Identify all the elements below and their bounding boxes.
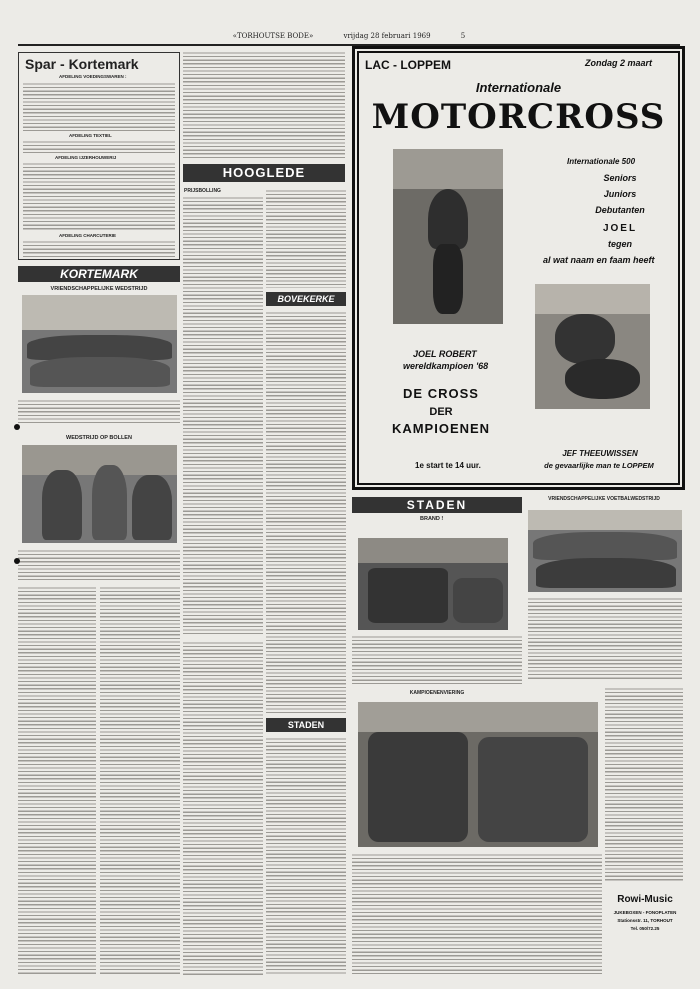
hooglede-text-right: [266, 188, 346, 288]
rowi-music-line2: Stationsstr. 11, TORHOUT: [617, 918, 673, 923]
motorcross-jef-sub: de gevaarlijke man te LOPPEM: [544, 461, 654, 470]
motorcross-cross2: DER: [429, 406, 453, 418]
class-seniors: Seniors: [603, 173, 637, 183]
banquet-photo: [358, 702, 598, 847]
motorcross-date: Zondag 2 maart: [585, 58, 653, 68]
spar-ijzer-list: [23, 161, 175, 231]
rowi-music-line3: Tel. 050/72.25: [630, 926, 660, 931]
staden-fire-text: [352, 634, 522, 684]
left-column-text-2: [100, 585, 180, 975]
middle-bottom-text: [183, 640, 263, 976]
masthead: [18, 32, 680, 46]
right-column-text: [605, 686, 683, 881]
spar-subtitle: AFDELING VOEDINGSWAREN :: [59, 74, 127, 79]
motorcross-cross3: KAMPIOENEN: [391, 421, 491, 436]
staden-header: STADEN: [352, 497, 522, 513]
motorcross-names: al wat naam en faam heeft: [543, 255, 655, 265]
motorcross-start: 1e start te 14 uur.: [415, 461, 481, 470]
masthead-paper: «TORHOUTSE BODE»: [232, 32, 314, 40]
motorcross-robert: JOEL ROBERT: [413, 349, 477, 359]
bowling-photo: [22, 445, 177, 543]
motorcross-intl: Internationale: [475, 80, 562, 95]
fire-photo: [358, 538, 508, 630]
kortemark-team-photo: [22, 295, 177, 393]
rowi-music-ad: [605, 890, 685, 950]
middle-top-text: [183, 50, 345, 158]
motorcross-joel: JOEL: [602, 223, 638, 234]
spar-textiel-list: [23, 139, 175, 153]
staden-subtitle: VRIENDSCHAPPELIJKE VOETBALWEDSTRIJD: [548, 496, 660, 502]
staden-small-text: [266, 736, 346, 976]
spar-title: Spar - Kortemark: [25, 56, 139, 72]
motorcross-jef: JEF THEEUWISSEN: [562, 449, 638, 458]
class-juniors: Juniors: [603, 189, 637, 199]
class-debutanten: Debutanten: [595, 205, 645, 215]
rowi-music-name: Rowi-Music: [617, 894, 673, 905]
kortemark-photo2-caption: WEDSTRIJD OP BOLLEN: [66, 435, 132, 441]
spar-charcuterie-list: [23, 239, 175, 257]
rider-photo-right: [535, 284, 650, 409]
motorcross-tegen: tegen: [607, 239, 632, 249]
motorcross-place: LAC - LOPPEM: [365, 58, 451, 72]
spar-charcuterie: AFDELING CHARCUTERIE: [59, 233, 116, 238]
rowi-music-line1: JUKEBOXEN - FONOPLATEN: [613, 910, 677, 915]
football-team-photo: [528, 510, 682, 592]
motorcross-cross1: DE CROSS: [403, 386, 479, 401]
spar-textiel: AFDELING TEXTIEL: [69, 133, 112, 138]
kortemark-text-block: [18, 548, 180, 580]
hooglede-prijsbolling: PRIJSBOLLING: [184, 188, 221, 194]
margin-dot: [14, 424, 20, 430]
class-intl: Internationale 500: [567, 157, 636, 166]
kortemark-caption: [18, 398, 180, 424]
spar-ad: [18, 52, 180, 260]
staden-brand: BRAND !: [420, 516, 444, 522]
kortemark-header: KORTEMARK: [18, 266, 180, 282]
left-column-text: [18, 585, 96, 975]
motorcross-champion: wereldkampioen '68: [403, 361, 489, 371]
kortemark-subtitle: VRIENDSCHAPPELIJKE WEDSTRIJD: [50, 286, 148, 292]
masthead-page: 5: [460, 32, 466, 40]
masthead-date: vrijdag 28 februari 1969: [343, 32, 431, 40]
motorcross-ad: [352, 46, 685, 490]
football-text: [528, 596, 682, 680]
rider-photo-left: [393, 149, 503, 324]
bovekerke-header: BOVEKERKE: [266, 292, 346, 306]
banquet-text: [352, 852, 602, 974]
spar-price-list: [23, 81, 175, 131]
spar-ijzer: AFDELING IJZERHOUWERIJ: [55, 155, 117, 160]
hooglede-text-left: [183, 195, 263, 635]
motorcross-title: MOTORCROSS: [371, 97, 666, 137]
hooglede-header: HOOGLEDE: [183, 164, 345, 182]
bovekerke-text: [266, 310, 346, 715]
staden-banquet-caption: KAMPIOENENVIERING: [409, 690, 465, 696]
staden-header-small: STADEN: [266, 718, 346, 732]
margin-dot: [14, 558, 20, 564]
